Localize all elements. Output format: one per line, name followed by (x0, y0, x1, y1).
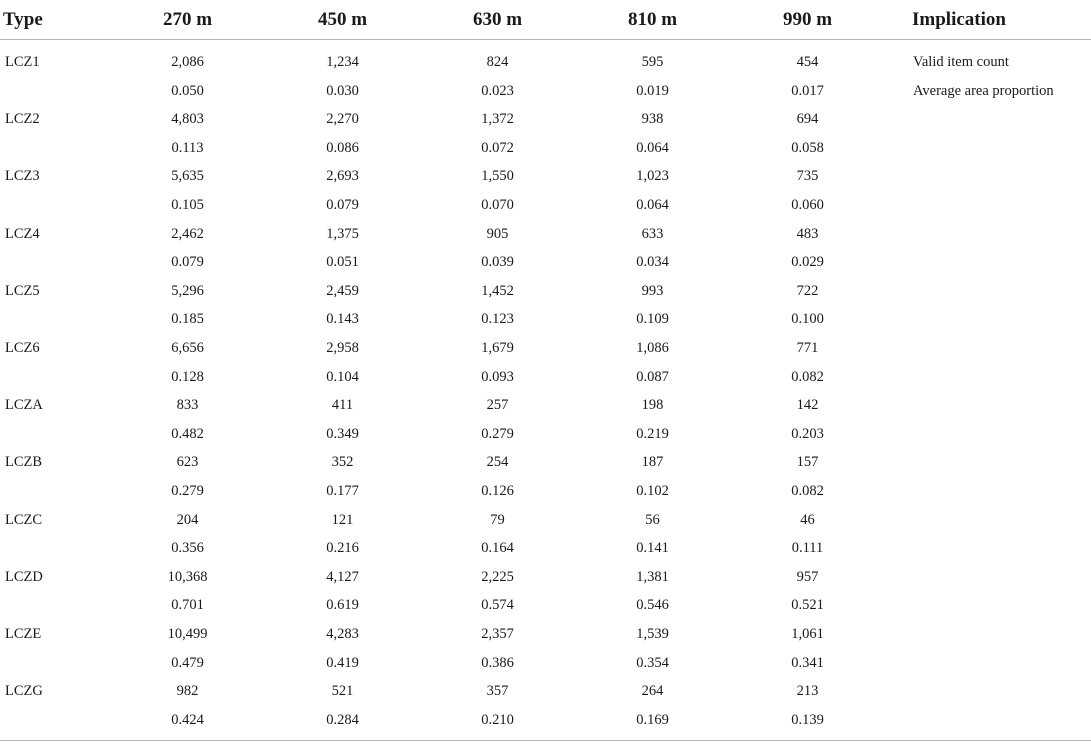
cell-450m: 2,459 (326, 282, 359, 299)
cell-990m: 0.341 (791, 654, 824, 671)
cell-990m: 0.017 (791, 82, 824, 99)
table-row (0, 391, 1091, 420)
cell-type: LCZ2 (5, 111, 40, 128)
table-row (0, 191, 1091, 220)
cell-implication (885, 162, 1091, 191)
cell-990m: 735 (796, 168, 819, 185)
cell-990m: 722 (796, 282, 819, 299)
cell-630m: 1,550 (481, 168, 514, 185)
cell-270m: 0.701 (171, 597, 204, 614)
cell-450m: 1,375 (326, 225, 359, 242)
cell-270m: 4,803 (171, 111, 204, 128)
cell-630m: 79 (490, 511, 505, 528)
cell-type (0, 134, 110, 163)
cell-630m: 1,452 (481, 282, 514, 299)
cell-990m: 771 (796, 339, 819, 356)
table-row (0, 677, 1091, 706)
cell-450m: 0.030 (326, 82, 359, 99)
cell-270m: 0.482 (171, 425, 204, 442)
cell-type (0, 648, 110, 677)
cell-type: LCZD (5, 568, 43, 585)
cell-type: LCZE (5, 625, 42, 642)
cell-450m: 0.143 (326, 311, 359, 328)
cell-810m: 0.354 (636, 654, 669, 671)
cell-270m: 0.479 (171, 654, 204, 671)
cell-810m: 993 (641, 282, 664, 299)
cell-630m: 2,225 (481, 568, 514, 585)
table-row (0, 363, 1091, 392)
cell-450m: 0.284 (265, 706, 420, 741)
cell-990m: 142 (796, 397, 819, 414)
cell-implication (885, 391, 1091, 420)
cell-type: LCZA (5, 397, 43, 414)
cell-630m: 0.126 (481, 482, 514, 499)
cell-270m: 0.356 (171, 540, 204, 557)
cell-450m: 0.104 (326, 368, 359, 385)
cell-990m: 483 (796, 225, 819, 242)
table-row (0, 77, 1091, 106)
cell-630m: 905 (486, 225, 509, 242)
cell-type: LCZG (5, 683, 43, 700)
cell-implication (885, 363, 1091, 392)
cell-implication (885, 620, 1091, 649)
cell-270m: 2,086 (171, 54, 204, 71)
cell-type (0, 305, 110, 334)
cell-type (0, 420, 110, 449)
cell-implication (885, 677, 1091, 706)
cell-270m: 0.105 (171, 197, 204, 214)
cell-270m: 204 (176, 511, 199, 528)
cell-990m: 0.029 (791, 254, 824, 271)
cell-810m: 633 (641, 225, 664, 242)
cell-implication (885, 506, 1091, 535)
cell-270m: 0.185 (171, 311, 204, 328)
cell-630m: 254 (486, 454, 509, 471)
table-row (0, 134, 1091, 163)
cell-630m: 0.279 (481, 425, 514, 442)
cell-implication (885, 534, 1091, 563)
cell-type (0, 248, 110, 277)
cell-450m: 121 (331, 511, 354, 528)
cell-810m: 0.219 (636, 425, 669, 442)
cell-810m: 0.087 (636, 368, 669, 385)
cell-implication (885, 277, 1091, 306)
cell-630m: 1,372 (481, 111, 514, 128)
cell-implication: Average area proportion (913, 82, 1054, 99)
cell-implication (885, 220, 1091, 249)
cell-type: LCZ4 (5, 225, 40, 242)
cell-450m: 2,693 (326, 168, 359, 185)
cell-990m: 0.082 (791, 368, 824, 385)
cell-990m: 0.203 (791, 425, 824, 442)
cell-implication (885, 334, 1091, 363)
cell-810m: 0.019 (636, 82, 669, 99)
cell-630m: 357 (486, 683, 509, 700)
cell-450m: 1,234 (326, 54, 359, 71)
cell-type: LCZB (5, 454, 43, 471)
cell-270m: 10,499 (167, 625, 208, 642)
cell-630m: 0.093 (481, 368, 514, 385)
cell-630m: 0.123 (481, 311, 514, 328)
cell-type (0, 706, 110, 741)
cell-270m: 0.113 (171, 139, 204, 156)
cell-990m: 1,061 (791, 625, 824, 642)
cell-630m: 2,357 (481, 625, 514, 642)
table-row (0, 40, 1091, 77)
cell-630m: 257 (486, 397, 509, 414)
cell-810m: 1,381 (636, 568, 669, 585)
cell-270m: 2,462 (171, 225, 204, 242)
cell-450m: 0.216 (326, 540, 359, 557)
cell-810m: 0.109 (636, 311, 669, 328)
header-630m: 630 m (420, 0, 575, 40)
cell-type (0, 191, 110, 220)
cell-450m: 411 (331, 397, 354, 414)
cell-990m: 694 (796, 111, 819, 128)
cell-990m: 46 (800, 511, 815, 528)
cell-450m: 0.079 (326, 197, 359, 214)
cell-450m: 352 (331, 454, 354, 471)
cell-810m: 0.546 (636, 597, 669, 614)
cell-450m: 0.051 (326, 254, 359, 271)
cell-810m: 1,539 (636, 625, 669, 642)
cell-810m: 938 (641, 111, 664, 128)
cell-630m: 824 (486, 54, 509, 71)
cell-implication (885, 305, 1091, 334)
cell-type: LCZ1 (5, 54, 40, 71)
table-row (0, 563, 1091, 592)
cell-810m: 0.034 (636, 254, 669, 271)
cell-270m: 5,296 (171, 282, 204, 299)
cell-270m: 0.128 (171, 368, 204, 385)
table-row (0, 448, 1091, 477)
table-row (0, 706, 1091, 741)
table-header (0, 0, 1091, 40)
table-row (0, 248, 1091, 277)
cell-270m: 833 (176, 397, 199, 414)
cell-type (0, 77, 110, 106)
cell-990m: 0.100 (791, 311, 824, 328)
cell-implication: Valid item count (913, 54, 1009, 71)
cell-630m: 0.210 (420, 706, 575, 741)
cell-270m: 10,368 (167, 568, 208, 585)
cell-implication (885, 591, 1091, 620)
cell-270m: 982 (176, 683, 199, 700)
cell-990m: 0.521 (791, 597, 824, 614)
cell-270m: 0.424 (110, 706, 265, 741)
table-row (0, 277, 1091, 306)
header-450m: 450 m (265, 0, 420, 40)
cell-810m: 0.141 (636, 540, 669, 557)
cell-630m: 0.574 (481, 597, 514, 614)
header-implication: Implication (885, 0, 1091, 40)
cell-990m: 957 (796, 568, 819, 585)
cell-implication (885, 248, 1091, 277)
cell-270m: 6,656 (171, 339, 204, 356)
cell-990m: 0.060 (791, 197, 824, 214)
cell-810m: 0.102 (636, 482, 669, 499)
cell-450m: 2,958 (326, 339, 359, 356)
cell-990m: 0.058 (791, 139, 824, 156)
cell-implication (885, 105, 1091, 134)
cell-270m: 0.050 (171, 82, 204, 99)
cell-270m: 5,635 (171, 168, 204, 185)
table-row (0, 534, 1091, 563)
table-row (0, 305, 1091, 334)
cell-450m: 0.177 (326, 482, 359, 499)
cell-810m: 56 (645, 511, 660, 528)
cell-990m: 213 (796, 683, 819, 700)
header-810m: 810 m (575, 0, 730, 40)
table-body (0, 40, 1091, 741)
cell-990m: 157 (796, 454, 819, 471)
cell-270m: 623 (176, 454, 199, 471)
table-row (0, 648, 1091, 677)
cell-450m: 2,270 (326, 111, 359, 128)
header-type: Type (0, 0, 110, 40)
cell-type (0, 534, 110, 563)
cell-type (0, 477, 110, 506)
cell-990m: 454 (796, 54, 819, 71)
cell-type: LCZC (5, 511, 43, 528)
table-row (0, 105, 1091, 134)
cell-270m: 0.079 (171, 254, 204, 271)
cell-type (0, 363, 110, 392)
cell-implication (885, 420, 1091, 449)
cell-810m: 0.169 (575, 706, 730, 741)
cell-810m: 1,023 (636, 168, 669, 185)
cell-810m: 264 (641, 683, 664, 700)
cell-450m: 521 (331, 683, 354, 700)
table-row (0, 591, 1091, 620)
table-row (0, 334, 1091, 363)
cell-810m: 187 (641, 454, 664, 471)
table-row (0, 506, 1091, 535)
cell-450m: 0.619 (326, 597, 359, 614)
cell-810m: 1,086 (636, 339, 669, 356)
cell-630m: 0.164 (481, 540, 514, 557)
cell-implication (885, 648, 1091, 677)
cell-implication (885, 706, 1091, 741)
cell-990m: 0.111 (791, 540, 824, 557)
cell-450m: 0.086 (326, 139, 359, 156)
cell-630m: 0.023 (481, 82, 514, 99)
table-row (0, 420, 1091, 449)
cell-630m: 1,679 (481, 339, 514, 356)
cell-450m: 4,127 (326, 568, 359, 585)
cell-630m: 0.072 (481, 139, 514, 156)
cell-450m: 0.419 (326, 654, 359, 671)
cell-implication (885, 563, 1091, 592)
cell-810m: 0.064 (636, 139, 669, 156)
header-270m: 270 m (110, 0, 265, 40)
table-row (0, 620, 1091, 649)
cell-type: LCZ3 (5, 168, 40, 185)
cell-990m: 0.139 (730, 706, 885, 741)
cell-810m: 595 (641, 54, 664, 71)
cell-630m: 0.070 (481, 197, 514, 214)
cell-450m: 4,283 (326, 625, 359, 642)
header-row (0, 0, 1091, 40)
cell-810m: 0.064 (636, 197, 669, 214)
cell-630m: 0.386 (481, 654, 514, 671)
cell-implication (885, 134, 1091, 163)
cell-type: LCZ5 (5, 282, 40, 299)
table-row (0, 477, 1091, 506)
cell-270m: 0.279 (171, 482, 204, 499)
table-row (0, 220, 1091, 249)
cell-type (0, 591, 110, 620)
table-row (0, 162, 1091, 191)
cell-implication (885, 477, 1091, 506)
cell-implication (885, 448, 1091, 477)
header-990m: 990 m (730, 0, 885, 40)
cell-630m: 0.039 (481, 254, 514, 271)
cell-810m: 198 (641, 397, 664, 414)
cell-implication (885, 191, 1091, 220)
cell-990m: 0.082 (791, 482, 824, 499)
cell-450m: 0.349 (326, 425, 359, 442)
cell-type: LCZ6 (5, 339, 40, 356)
